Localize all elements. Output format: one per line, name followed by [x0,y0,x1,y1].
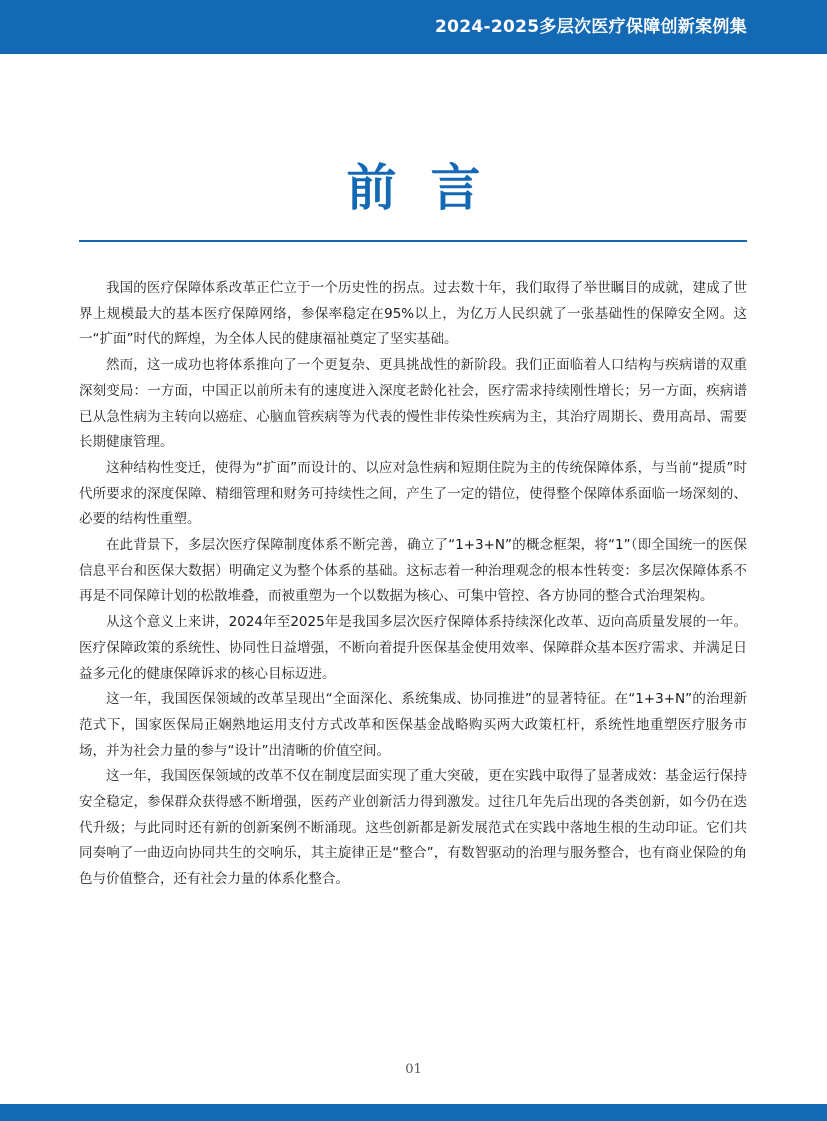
header-bar [0,0,827,54]
paragraph: 从这个意义上来讲，2024年至2025年是我国多层次医疗保障体系持续深化改革、迈向高质量发展的一年。医疗保障政策的系统性、协同性日益增强，不断向着提升医保基金使用效率、保障群众基本医疗需求、并满足日益多元化的健康保障诉求的核心目标迈进。 [79,614,747,682]
page-number: 01 [405,1062,422,1077]
paragraph: 然而，这一成功也将体系推向了一个更复杂、更具挑战性的新阶段。我们正面临着人口结构与疾病谱的双重深刻变局：一方面，中国正以前所未有的速度进入深度老龄化社会，医疗需求持续刚性增长；另一方面，疾病谱已从急性病为主转向以癌症、心脑血管疾病等为代表的慢性非传染性疾病为主，其治疗周期长、费用高昂、需要长期健康管理。 [79,357,747,451]
title-divider [79,240,747,242]
paragraph: 这种结构性变迁，使得为“扩面”而设计的、以应对急性病和短期住院为主的传统保障体系，与当前“提质”时代所要求的深度保障、精细管理和财务可持续性之间，产生了一定的错位，使得整个保障体系面临一场深刻的、必要的结构性重塑。 [79,459,747,528]
paragraph: 我国的医疗保障体系改革正伫立于一个历史性的拐点。过去数十年，我们取得了举世瞩目的成就，建成了世界上规模最大的基本医疗保障网络，参保率稳定在95%以上，为亿万人民织就了一张基础性的保障安全网。这一“扩面”时代的辉煌，为全体人民的健康福祉奠定了坚实基础。 [79,280,747,348]
paragraph: 这一年，我国医保领域的改革呈现出“全面深化、系统集成、协同推进”的显著特征。在“1+3+N”的治理新范式下，国家医保局正娴熟地运用支付方式改革和医保基金战略购买两大政策杠杆，系统性地重塑医疗服务市场，并为社会力量的参与“设计”出清晰的价值空间。 [79,691,747,759]
body-text [79,276,747,893]
footer-bar [0,1104,827,1121]
paragraph: 在此背景下，多层次医疗保障制度体系不断完善，确立了“1+3+N”的概念框架，将“1”（即全国统一的医保信息平台和医保大数据）明确定义为整个体系的基础。这标志着一种治理观念的根本性转变：多层次保障体系不再是不同保障计划的松散堆叠，而被重塑为一个以数据为核心、可集中管控、各方协同的整合式治理架构。 [79,537,747,605]
page-title: 前言 [346,159,515,217]
paragraph: 这一年，我国医保领域的改革不仅在制度层面实现了重大突破，更在实践中取得了显著成效：基金运行保持安全稳定，参保群众获得感不断增强，医药产业创新活力得到激发。过往几年先后出现的各类创新，如今仍在迭代升级；与此同时还有新的创新案例不断涌现。这些创新都是新发展范式在实践中落地生根的生动印证。它们共同奏响了一曲迈向协同共生的交响乐，其主旋律正是“整合”，有数智驱动的治理与服务整合，也有商业保险的角色与价值整合，还有社会力量的体系化整合。 [79,768,747,888]
document-title: 2024-2025多层次医疗保障创新案例集 [435,17,747,37]
